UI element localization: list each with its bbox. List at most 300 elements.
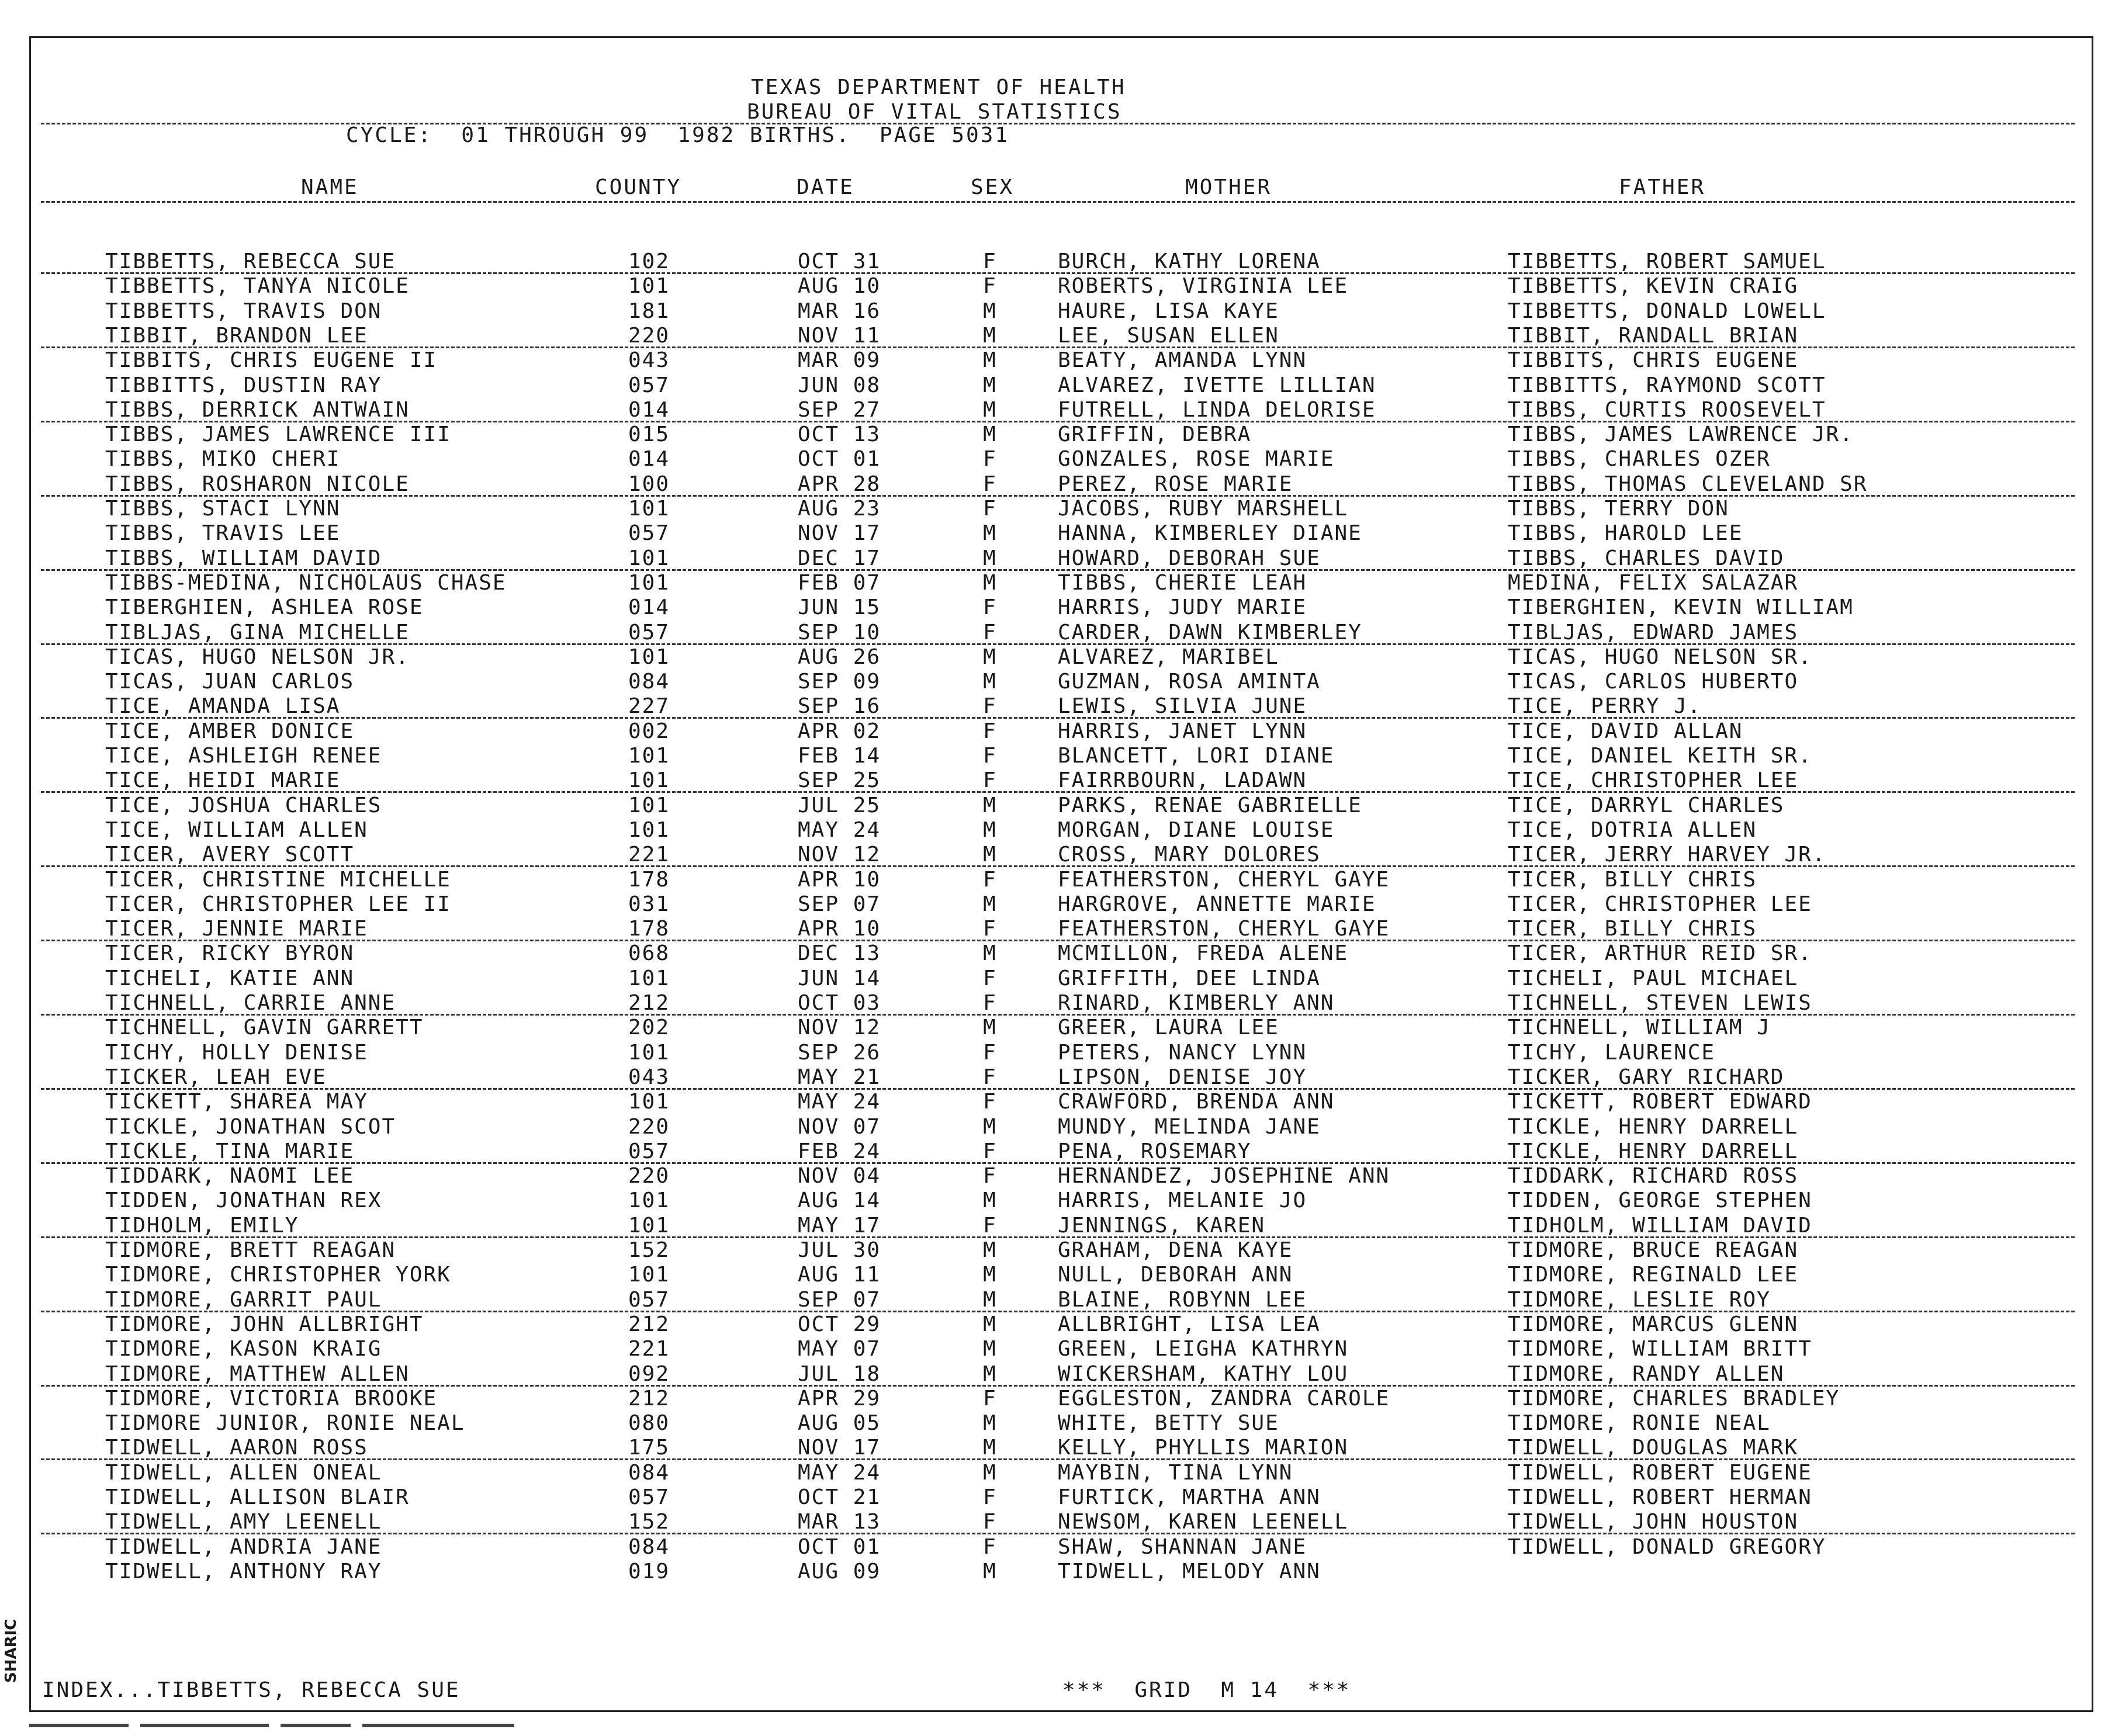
cell-county: 175: [628, 1436, 670, 1460]
cell-county: 101: [628, 1090, 670, 1114]
cell-mother: BURCH, KATHY LORENA: [1058, 250, 1321, 273]
cell-mother: GONZALES, ROSE MARIE: [1058, 447, 1335, 471]
cell-name: TIBBS, DERRICK ANTWAIN: [105, 398, 410, 422]
cell-mother: HARRIS, JUDY MARIE: [1058, 595, 1307, 619]
cell-mother: KELLY, PHYLLIS MARION: [1058, 1436, 1349, 1460]
cell-county: 101: [628, 645, 670, 669]
cell-county: 084: [628, 1461, 670, 1485]
cell-father: TICKETT, ROBERT EDWARD: [1508, 1090, 1812, 1114]
bureau-title: BUREAU OF VITAL STATISTICS: [747, 100, 1122, 124]
cell-name: TIDMORE, BRETT REAGAN: [105, 1238, 396, 1262]
cell-father: TIDMORE, LESLIE ROY: [1508, 1288, 1771, 1312]
cell-county: 057: [628, 373, 670, 397]
cell-mother: CRAWFORD, BRENDA ANN: [1058, 1090, 1335, 1114]
cell-name: TICKLE, TINA MARIE: [105, 1139, 355, 1163]
cell-name: TICKETT, SHAREA MAY: [105, 1090, 368, 1114]
cell-date: NOV 07: [798, 1115, 881, 1139]
cell-sex: M: [983, 1238, 997, 1262]
cell-date: SEP 27: [798, 398, 881, 422]
cell-mother: HARRIS, MELANIE JO: [1058, 1188, 1307, 1212]
cell-name: TIDDARK, NAOMI LEE: [105, 1164, 355, 1188]
grid-label: *** GRID M 14 ***: [1062, 1678, 1351, 1702]
cell-father: TIBBS, JAMES LAWRENCE JR.: [1508, 422, 1854, 446]
cell-mother: LEWIS, SILVIA JUNE: [1058, 694, 1307, 718]
cell-father: TIDMORE, BRUCE REAGAN: [1508, 1238, 1799, 1262]
cell-date: MAY 24: [798, 1090, 881, 1114]
cell-mother: ALVAREZ, MARIBEL: [1058, 645, 1279, 669]
cell-county: 212: [628, 991, 670, 1015]
cell-county: 202: [628, 1016, 670, 1039]
cell-date: MAY 07: [798, 1337, 881, 1361]
cell-date: OCT 01: [798, 1535, 881, 1559]
cell-father: TICHNELL, WILLIAM J: [1508, 1016, 1771, 1039]
cell-county: 220: [628, 324, 670, 348]
row-separator: [41, 1533, 2075, 1534]
cell-mother: WHITE, BETTY SUE: [1058, 1411, 1279, 1435]
cell-mother: HERNANDEZ, JOSEPHINE ANN: [1058, 1164, 1390, 1188]
cell-name: TIBBS-MEDINA, NICHOLAUS CHASE: [105, 571, 507, 595]
cell-father: TICE, DOTRIA ALLEN: [1508, 818, 1757, 842]
cell-date: NOV 17: [798, 1436, 881, 1460]
cell-name: TICER, RICKY BYRON: [105, 941, 355, 965]
index-label: INDEX...TIBBETTS, REBECCA SUE: [42, 1678, 461, 1702]
cell-name: TIDMORE, KASON KRAIG: [105, 1337, 382, 1361]
cell-father: TIDWELL, DONALD GREGORY: [1508, 1535, 1826, 1559]
cell-county: 101: [628, 1263, 670, 1287]
cell-sex: F: [983, 1214, 997, 1238]
cell-sex: F: [983, 744, 997, 768]
cell-county: 152: [628, 1510, 670, 1534]
cell-date: APR 02: [798, 719, 881, 743]
cell-father: TIBERGHIEN, KEVIN WILLIAM: [1508, 595, 1854, 619]
cell-date: AUG 05: [798, 1411, 881, 1435]
cell-mother: LEE, SUSAN ELLEN: [1058, 324, 1279, 348]
cell-mother: WICKERSHAM, KATHY LOU: [1058, 1362, 1349, 1386]
cell-father: TICER, BILLY CHRIS: [1508, 868, 1757, 892]
cell-father: TICE, DAVID ALLAN: [1508, 719, 1743, 743]
cell-date: AUG 26: [798, 645, 881, 669]
cell-father: TIDMORE, CHARLES BRADLEY: [1508, 1387, 1840, 1411]
cell-mother: RINARD, KIMBERLY ANN: [1058, 991, 1335, 1015]
cell-mother: HANNA, KIMBERLEY DIANE: [1058, 521, 1362, 545]
side-label: SHARIC: [2, 1619, 20, 1683]
cell-sex: M: [983, 1362, 997, 1386]
cell-date: SEP 10: [798, 621, 881, 644]
cell-mother: BEATY, AMANDA LYNN: [1058, 348, 1307, 372]
cell-name: TIDWELL, ALLEN ONEAL: [105, 1461, 382, 1485]
cell-date: DEC 13: [798, 941, 881, 965]
cell-sex: M: [983, 1337, 997, 1361]
cell-mother: BLANCETT, LORI DIANE: [1058, 744, 1335, 768]
cell-father: TIDMORE, RANDY ALLEN: [1508, 1362, 1785, 1386]
cell-sex: F: [983, 1510, 997, 1534]
col-header-sex: SEX: [971, 175, 1015, 199]
cell-father: TIDMORE, RONIE NEAL: [1508, 1411, 1771, 1435]
cell-name: TIDWELL, AMY LEENELL: [105, 1510, 382, 1534]
cell-sex: M: [983, 299, 997, 323]
cell-county: 015: [628, 422, 670, 446]
cell-mother: CROSS, MARY DOLORES: [1058, 843, 1321, 867]
cell-sex: F: [983, 1090, 997, 1114]
cell-county: 080: [628, 1411, 670, 1435]
cell-father: TIBBS, CHARLES OZER: [1508, 447, 1771, 471]
cell-name: TICE, ASHLEIGH RENEE: [105, 744, 382, 768]
cell-county: 101: [628, 1214, 670, 1238]
cell-county: 220: [628, 1164, 670, 1188]
cell-father: TIBBS, TERRY DON: [1508, 497, 1729, 521]
cell-name: TIDWELL, ANDRIA JANE: [105, 1535, 382, 1559]
cell-date: JUN 08: [798, 373, 881, 397]
cell-father: TIDMORE, MARCUS GLENN: [1508, 1312, 1799, 1336]
cell-name: TIDHOLM, EMILY: [105, 1214, 299, 1238]
cell-name: TIBBETTS, TANYA NICOLE: [105, 274, 410, 298]
cell-date: SEP 25: [798, 768, 881, 792]
cell-date: FEB 07: [798, 571, 881, 595]
cell-father: TIDHOLM, WILLIAM DAVID: [1508, 1214, 1812, 1238]
cell-sex: F: [983, 497, 997, 521]
cell-father: TIBLJAS, EDWARD JAMES: [1508, 621, 1799, 644]
cell-name: TIBBS, JAMES LAWRENCE III: [105, 422, 451, 446]
cell-date: FEB 14: [798, 744, 881, 768]
cell-sex: M: [983, 1263, 997, 1287]
cell-father: TICKER, GARY RICHARD: [1508, 1065, 1785, 1089]
cell-date: SEP 07: [798, 1288, 881, 1312]
cell-sex: F: [983, 991, 997, 1015]
cell-mother: NEWSOM, KAREN LEENELL: [1058, 1510, 1349, 1534]
cell-father: TICE, CHRISTOPHER LEE: [1508, 768, 1799, 792]
cell-mother: PEREZ, ROSE MARIE: [1058, 472, 1293, 496]
cell-date: MAR 16: [798, 299, 881, 323]
cell-date: APR 28: [798, 472, 881, 496]
cell-sex: F: [983, 966, 997, 990]
cell-sex: F: [983, 1535, 997, 1559]
cell-mother: EGGLESTON, ZANDRA CAROLE: [1058, 1387, 1390, 1411]
cell-date: SEP 07: [798, 892, 881, 916]
cell-father: TIBBS, CHARLES DAVID: [1508, 546, 1785, 570]
cell-sex: M: [983, 818, 997, 842]
cell-date: OCT 21: [798, 1485, 881, 1509]
cell-mother: JENNINGS, KAREN: [1058, 1214, 1266, 1238]
cell-sex: M: [983, 1411, 997, 1435]
cell-father: MEDINA, FELIX SALAZAR: [1508, 571, 1799, 595]
cell-date: APR 10: [798, 868, 881, 892]
cell-name: TICER, AVERY SCOTT: [105, 843, 355, 867]
department-title: TEXAS DEPARTMENT OF HEALTH: [751, 75, 1126, 99]
cell-date: AUG 23: [798, 497, 881, 521]
cell-mother: MAYBIN, TINA LYNN: [1058, 1461, 1293, 1485]
cell-sex: M: [983, 571, 997, 595]
cell-county: 100: [628, 472, 670, 496]
cell-county: 014: [628, 595, 670, 619]
cell-father: TICAS, HUGO NELSON SR.: [1508, 645, 1812, 669]
cell-sex: F: [983, 1387, 997, 1411]
cell-father: TICE, PERRY J.: [1508, 694, 1702, 718]
cell-date: OCT 31: [798, 250, 881, 273]
cell-name: TICKLE, JONATHAN SCOT: [105, 1115, 396, 1139]
cell-date: APR 10: [798, 917, 881, 941]
cell-name: TIBBS, ROSHARON NICOLE: [105, 472, 410, 496]
cell-name: TIDDEN, JONATHAN REX: [105, 1188, 382, 1212]
cell-sex: M: [983, 422, 997, 446]
cell-county: 057: [628, 621, 670, 644]
cell-date: FEB 24: [798, 1139, 881, 1163]
cell-sex: M: [983, 521, 997, 545]
cell-county: 057: [628, 1288, 670, 1312]
cell-mother: JACOBS, RUBY MARSHELL: [1058, 497, 1349, 521]
cell-county: 178: [628, 917, 670, 941]
cell-county: 220: [628, 1115, 670, 1139]
cell-sex: F: [983, 621, 997, 644]
cell-county: 101: [628, 744, 670, 768]
cell-date: JUN 15: [798, 595, 881, 619]
cell-sex: M: [983, 1560, 997, 1583]
cell-mother: FUTRELL, LINDA DELORISE: [1058, 398, 1376, 422]
cell-name: TIDWELL, ALLISON BLAIR: [105, 1485, 410, 1509]
cell-father: TIDDEN, GEORGE STEPHEN: [1508, 1188, 1812, 1212]
cell-sex: M: [983, 1312, 997, 1336]
cell-county: 101: [628, 966, 670, 990]
row-separator: [41, 1458, 2075, 1460]
cell-name: TIDWELL, AARON ROSS: [105, 1436, 368, 1460]
cell-mother: FAIRRBOURN, LADAWN: [1058, 768, 1307, 792]
cell-mother: FURTICK, MARTHA ANN: [1058, 1485, 1321, 1509]
cell-sex: F: [983, 1041, 997, 1065]
cell-father: TIDDARK, RICHARD ROSS: [1508, 1164, 1799, 1188]
cell-father: TICKLE, HENRY DARRELL: [1508, 1115, 1799, 1139]
cell-father: TICER, BILLY CHRIS: [1508, 917, 1757, 941]
cell-mother: MCMILLON, FREDA ALENE: [1058, 941, 1349, 965]
cell-mother: CARDER, DAWN KIMBERLEY: [1058, 621, 1362, 644]
cell-date: NOV 12: [798, 843, 881, 867]
column-header-divider: [41, 201, 2075, 203]
cell-name: TICAS, HUGO NELSON JR.: [105, 645, 410, 669]
cell-date: SEP 09: [798, 670, 881, 694]
cell-county: 014: [628, 447, 670, 471]
cell-mother: PARKS, RENAE GABRIELLE: [1058, 793, 1362, 817]
cell-county: 002: [628, 719, 670, 743]
cell-sex: M: [983, 1288, 997, 1312]
cell-date: MAY 24: [798, 1461, 881, 1485]
cell-name: TIBBITS, CHRIS EUGENE II: [105, 348, 438, 372]
cell-mother: GRAHAM, DENA KAYE: [1058, 1238, 1293, 1262]
cell-name: TICHY, HOLLY DENISE: [105, 1041, 368, 1065]
cell-father: TICER, ARTHUR REID SR.: [1508, 941, 1812, 965]
cell-date: MAY 21: [798, 1065, 881, 1089]
cell-county: 092: [628, 1362, 670, 1386]
cell-sex: F: [983, 1065, 997, 1089]
cell-father: TIBBITS, CHRIS EUGENE: [1508, 348, 1799, 372]
cell-county: 101: [628, 546, 670, 570]
cell-county: 152: [628, 1238, 670, 1262]
cell-county: 221: [628, 1337, 670, 1361]
cell-father: TICER, CHRISTOPHER LEE: [1508, 892, 1812, 916]
cell-county: 068: [628, 941, 670, 965]
cell-sex: M: [983, 348, 997, 372]
cell-county: 014: [628, 398, 670, 422]
cell-sex: M: [983, 645, 997, 669]
cell-date: AUG 14: [798, 1188, 881, 1212]
cell-county: 212: [628, 1387, 670, 1411]
cell-father: TIBBETTS, DONALD LOWELL: [1508, 299, 1826, 323]
cell-name: TICER, CHRISTINE MICHELLE: [105, 868, 451, 892]
cell-date: JUL 18: [798, 1362, 881, 1386]
cell-county: 101: [628, 768, 670, 792]
cell-mother: LIPSON, DENISE JOY: [1058, 1065, 1307, 1089]
cell-mother: PENA, ROSEMARY: [1058, 1139, 1252, 1163]
cell-county: 181: [628, 299, 670, 323]
row-separator: [41, 717, 2075, 719]
cell-name: TIDWELL, ANTHONY RAY: [105, 1560, 382, 1583]
col-header-name: NAME: [301, 175, 359, 199]
cell-name: TIBBITTS, DUSTIN RAY: [105, 373, 382, 397]
cell-name: TIBBETTS, REBECCA SUE: [105, 250, 396, 273]
cell-county: 057: [628, 1485, 670, 1509]
cell-county: 101: [628, 497, 670, 521]
cell-sex: M: [983, 398, 997, 422]
cell-date: MAY 17: [798, 1214, 881, 1238]
cell-father: TICE, DANIEL KEITH SR.: [1508, 744, 1812, 768]
cell-father: TIBBITTS, RAYMOND SCOTT: [1508, 373, 1826, 397]
cell-mother: HOWARD, DEBORAH SUE: [1058, 546, 1321, 570]
footer-mark: [281, 1724, 351, 1727]
cell-name: TIBBETTS, TRAVIS DON: [105, 299, 382, 323]
cell-date: AUG 10: [798, 274, 881, 298]
cell-county: 101: [628, 1188, 670, 1212]
cell-mother: ROBERTS, VIRGINIA LEE: [1058, 274, 1349, 298]
cell-mother: GREER, LAURA LEE: [1058, 1016, 1279, 1039]
cell-date: SEP 26: [798, 1041, 881, 1065]
cell-father: TIBBIT, RANDALL BRIAN: [1508, 324, 1799, 348]
cell-father: TIDMORE, REGINALD LEE: [1508, 1263, 1799, 1287]
cell-sex: F: [983, 274, 997, 298]
cell-mother: HAURE, LISA KAYE: [1058, 299, 1279, 323]
cell-name: TIBLJAS, GINA MICHELLE: [105, 621, 410, 644]
cell-name: TICE, AMANDA LISA: [105, 694, 341, 718]
cell-date: NOV 12: [798, 1016, 881, 1039]
row-separator: [41, 865, 2075, 867]
cell-father: TIBBS, CURTIS ROOSEVELT: [1508, 398, 1826, 422]
cell-county: 101: [628, 274, 670, 298]
cell-father: TICHNELL, STEVEN LEWIS: [1508, 991, 1812, 1015]
cell-mother: HARGROVE, ANNETTE MARIE: [1058, 892, 1376, 916]
cell-name: TIBBS, MIKO CHERI: [105, 447, 341, 471]
cell-county: 212: [628, 1312, 670, 1336]
cell-sex: F: [983, 917, 997, 941]
cell-mother: TIDWELL, MELODY ANN: [1058, 1560, 1321, 1583]
cell-name: TICHNELL, CARRIE ANNE: [105, 991, 396, 1015]
cell-date: SEP 16: [798, 694, 881, 718]
col-header-father: FATHER: [1619, 175, 1706, 199]
cell-county: 102: [628, 250, 670, 273]
cell-father: TICHY, LAURENCE: [1508, 1041, 1716, 1065]
cycle-line: CYCLE: 01 THROUGH 99 1982 BIRTHS. PAGE 5031: [346, 123, 1009, 147]
cell-date: OCT 03: [798, 991, 881, 1015]
cell-father: TIBBETTS, ROBERT SAMUEL: [1508, 250, 1826, 273]
cell-mother: FEATHERSTON, CHERYL GAYE: [1058, 917, 1390, 941]
cell-father: TIDMORE, WILLIAM BRITT: [1508, 1337, 1812, 1361]
cell-mother: GUZMAN, ROSA AMINTA: [1058, 670, 1321, 694]
cell-county: 043: [628, 348, 670, 372]
cell-name: TICER, CHRISTOPHER LEE II: [105, 892, 451, 916]
col-header-date: DATE: [797, 175, 854, 199]
cell-date: AUG 09: [798, 1560, 881, 1583]
cell-county: 221: [628, 843, 670, 867]
cell-name: TIDMORE JUNIOR, RONIE NEAL: [105, 1411, 465, 1435]
cell-mother: HARRIS, JANET LYNN: [1058, 719, 1307, 743]
cell-mother: TIBBS, CHERIE LEAH: [1058, 571, 1307, 595]
cell-father: TICE, DARRYL CHARLES: [1508, 793, 1785, 817]
cell-name: TIDMORE, MATTHEW ALLEN: [105, 1362, 410, 1386]
cell-date: JUL 30: [798, 1238, 881, 1262]
cell-father: TICER, JERRY HARVEY JR.: [1508, 843, 1826, 867]
cell-sex: F: [983, 719, 997, 743]
cell-mother: GRIFFITH, DEE LINDA: [1058, 966, 1321, 990]
cell-sex: M: [983, 546, 997, 570]
cell-sex: F: [983, 694, 997, 718]
col-header-county: COUNTY: [595, 175, 682, 199]
cell-mother: SHAW, SHANNAN JANE: [1058, 1535, 1307, 1559]
cell-county: 101: [628, 1041, 670, 1065]
cell-mother: MUNDY, MELINDA JANE: [1058, 1115, 1321, 1139]
cell-date: JUN 14: [798, 966, 881, 990]
cell-mother: MORGAN, DIANE LOUISE: [1058, 818, 1335, 842]
cell-sex: M: [983, 324, 997, 348]
cell-mother: PETERS, NANCY LYNN: [1058, 1041, 1307, 1065]
cell-date: JUL 25: [798, 793, 881, 817]
cell-name: TICHNELL, GAVIN GARRETT: [105, 1016, 424, 1039]
cell-mother: ALVAREZ, IVETTE LILLIAN: [1058, 373, 1376, 397]
cell-date: OCT 01: [798, 447, 881, 471]
cell-name: TIDMORE, VICTORIA BROOKE: [105, 1387, 438, 1411]
cell-county: 101: [628, 571, 670, 595]
cell-mother: GRIFFIN, DEBRA: [1058, 422, 1252, 446]
cell-date: OCT 13: [798, 422, 881, 446]
cell-name: TICE, WILLIAM ALLEN: [105, 818, 368, 842]
cell-county: 043: [628, 1065, 670, 1089]
cell-name: TIDMORE, CHRISTOPHER YORK: [105, 1263, 451, 1287]
col-header-mother: MOTHER: [1185, 175, 1272, 199]
cell-name: TIBBIT, BRANDON LEE: [105, 324, 368, 348]
cell-father: TIBBS, HAROLD LEE: [1508, 521, 1743, 545]
cell-sex: M: [983, 793, 997, 817]
cell-father: TIBBETTS, KEVIN CRAIG: [1508, 274, 1799, 298]
cell-father: TICHELI, PAUL MICHAEL: [1508, 966, 1799, 990]
cell-county: 057: [628, 1139, 670, 1163]
cell-name: TICKER, LEAH EVE: [105, 1065, 327, 1089]
cell-date: APR 29: [798, 1387, 881, 1411]
cell-sex: M: [983, 1115, 997, 1139]
cell-sex: F: [983, 768, 997, 792]
cell-county: 178: [628, 868, 670, 892]
cell-mother: ALLBRIGHT, LISA LEA: [1058, 1312, 1321, 1336]
cell-mother: FEATHERSTON, CHERYL GAYE: [1058, 868, 1390, 892]
cell-name: TICE, HEIDI MARIE: [105, 768, 341, 792]
cell-sex: M: [983, 373, 997, 397]
cell-date: MAR 13: [798, 1510, 881, 1534]
cell-name: TICAS, JUAN CARLOS: [105, 670, 355, 694]
cell-sex: F: [983, 1139, 997, 1163]
cell-name: TIBERGHIEN, ASHLEA ROSE: [105, 595, 424, 619]
cell-sex: M: [983, 670, 997, 694]
cell-date: OCT 29: [798, 1312, 881, 1336]
footer-mark: [140, 1724, 269, 1727]
cell-county: 101: [628, 793, 670, 817]
row-separator: [41, 791, 2075, 793]
cell-sex: F: [983, 472, 997, 496]
cell-name: TIDMORE, JOHN ALLBRIGHT: [105, 1312, 424, 1336]
cell-sex: F: [983, 595, 997, 619]
cell-name: TIBBS, STACI LYNN: [105, 497, 341, 521]
